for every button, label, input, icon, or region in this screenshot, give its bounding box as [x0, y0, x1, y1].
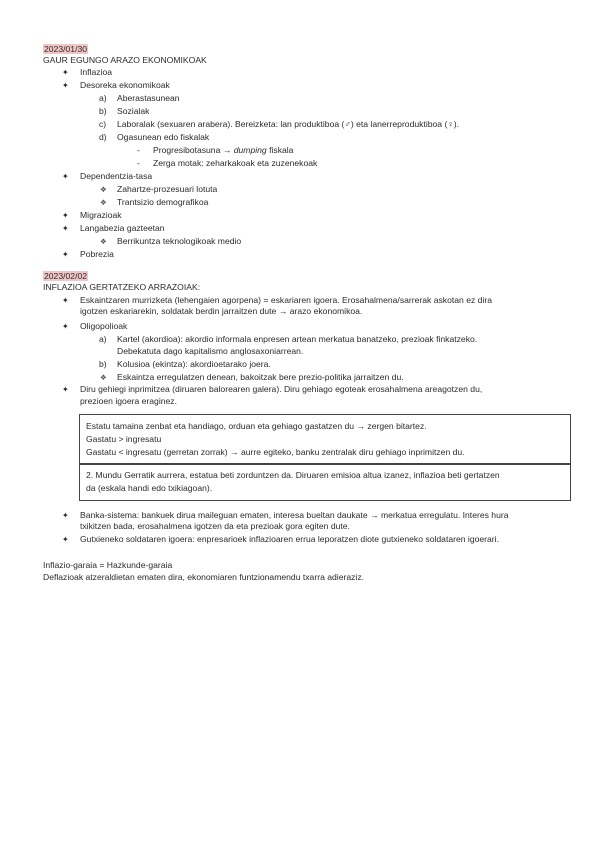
- diamond-icon: ❖: [100, 185, 107, 194]
- list-marker: b): [99, 359, 107, 369]
- list-marker: c): [99, 119, 107, 129]
- diamond-icon: ❖: [100, 237, 107, 246]
- note-box-2: [79, 463, 571, 501]
- bullet-icon: ✦: [62, 535, 69, 544]
- section1-heading: GAUR EGUNGO ARAZO EKONOMIKOAK: [43, 55, 207, 65]
- dash-marker: -: [137, 145, 140, 155]
- footer-line1: Inflazio-garaia = Hazkunde-garaia: [43, 560, 173, 570]
- dash-marker: -: [137, 158, 140, 168]
- item-dependentzia: Dependentzia-tasa: [80, 171, 153, 181]
- bullet-icon: ✦: [62, 250, 69, 259]
- fiskal-sub1: Progresibotasuna → dumping fiskala: [153, 145, 294, 155]
- dep-sub2: Trantsizio demografikoa: [117, 197, 209, 207]
- item-migrazioak: Migrazioak: [80, 210, 122, 220]
- box2-line1: 2. Mundu Gerratik aurrera, estatua beti zorduntzen da. Diruaren emisioa altua izanez, inflazioa beti gertatzen: [86, 470, 500, 480]
- sub-item: Laboralak (sexuaren arabera). Bereizketa: lan produktiboa (♂) eta lanerreproduktiboa (♀).: [117, 119, 460, 129]
- fiskal-sub2: Zerga motak: zeharkakoak eta zuzenekoak: [153, 158, 318, 168]
- diru-line1: Diru gehiegi inprimitzea (diruaren balorearen galera). Diru gehiago egoteak erosahalmena areagotzen du,: [80, 384, 483, 394]
- eskaintza-line1: Eskaintzaren murrizketa (lehengaien agorpena) = eskariaren igoera. Erosahalmena/sarrerak askotan ez dira: [80, 295, 493, 305]
- lang-sub1: Berrikuntza teknologikoak medio: [117, 236, 242, 246]
- item-pobrezia: Pobrezia: [80, 249, 114, 259]
- olig-a-line2: Debekatuta dago kapitalismo anglosaxoniarrean.: [117, 346, 304, 356]
- sub-item: Sozialak: [117, 106, 150, 116]
- bullet-icon: ✦: [62, 68, 69, 77]
- banka-line1: Banka-sistema: bankuek dirua maileguan ematen, interesa bueltan daukate → merkatua erregulatu. Interes hura: [80, 510, 509, 520]
- section1-date: 2023/01/30: [44, 44, 88, 54]
- dep-sub1: Zahartze-prozesuari lotuta: [117, 184, 218, 194]
- section2-date: 2023/02/02: [44, 271, 88, 281]
- bullet-icon: ✦: [62, 322, 69, 331]
- item-oligopolioak: Oligopolioak: [80, 321, 128, 331]
- olig-b-sub: Eskaintza erregulatzen denean, bakoitzak bere prezio-politika jarraitzen du.: [117, 372, 404, 382]
- sub-item: Ogasunean edo fiskalak: [117, 132, 210, 142]
- olig-b: Kolusioa (ekintza): akordioetarako joera.: [117, 359, 271, 369]
- box2-line2: da (eskala handi edo txikiagoan).: [86, 483, 213, 493]
- bullet-icon: ✦: [62, 172, 69, 181]
- box1-line2: Gastatu > ingresatu: [86, 434, 162, 444]
- eskaintza-line2: igotzen eskariarekin, soldatak berdin jarraitzen dute → arazo ekonomikoa.: [80, 306, 363, 316]
- list-marker: a): [99, 93, 107, 103]
- box1-line3: Gastatu < ingresatu (gerretan zorrak) → aurre egiteko, banku zentralak diru gehiago inprimitzen du.: [86, 447, 465, 457]
- bullet-icon: ✦: [62, 211, 69, 220]
- bullet-icon: ✦: [62, 511, 69, 520]
- footer-line2: Deflazioak atzeraldietan ematen dira, ekonomiaren funtzionamendu txarra adieraziz.: [43, 572, 365, 582]
- bullet-icon: ✦: [62, 224, 69, 233]
- diamond-icon: ❖: [100, 373, 107, 382]
- diru-line2: prezioen igoera eraginez.: [80, 396, 177, 406]
- sub-item: Aberastasunean: [117, 93, 180, 103]
- item-inflazioa: Inflazioa: [80, 67, 113, 77]
- diamond-icon: ❖: [100, 198, 107, 207]
- banka-line2: txikitzen bada, erosahalmena igotzen da eta prezioak gora egiten dute.: [80, 521, 350, 531]
- item-desoreka: Desoreka ekonomikoak: [80, 80, 170, 90]
- section2-heading: INFLAZIOA GERTATZEKO ARRAZOIAK:: [43, 282, 201, 292]
- box1-line1: Estatu tamaina zenbat eta handiago, orduan eta gehiago gastatzen du → zergen bitartez.: [86, 421, 427, 431]
- list-marker: d): [99, 132, 107, 142]
- list-marker: b): [99, 106, 107, 116]
- item-langabezia: Langabezia gazteetan: [80, 223, 165, 233]
- bullet-icon: ✦: [62, 385, 69, 394]
- gutxieneko: Gutxieneko soldataren igoera: enpresarioek inflazioaren errua leporatzen diote gutxieneko soldataren igoerari.: [80, 534, 499, 544]
- olig-a-line1: Kartel (akordioa): akordio informala enpresen artean merkatua banatzeko, prezioak finkatzeko.: [117, 334, 478, 344]
- bullet-icon: ✦: [62, 296, 69, 305]
- bullet-icon: ✦: [62, 81, 69, 90]
- list-marker: a): [99, 334, 107, 344]
